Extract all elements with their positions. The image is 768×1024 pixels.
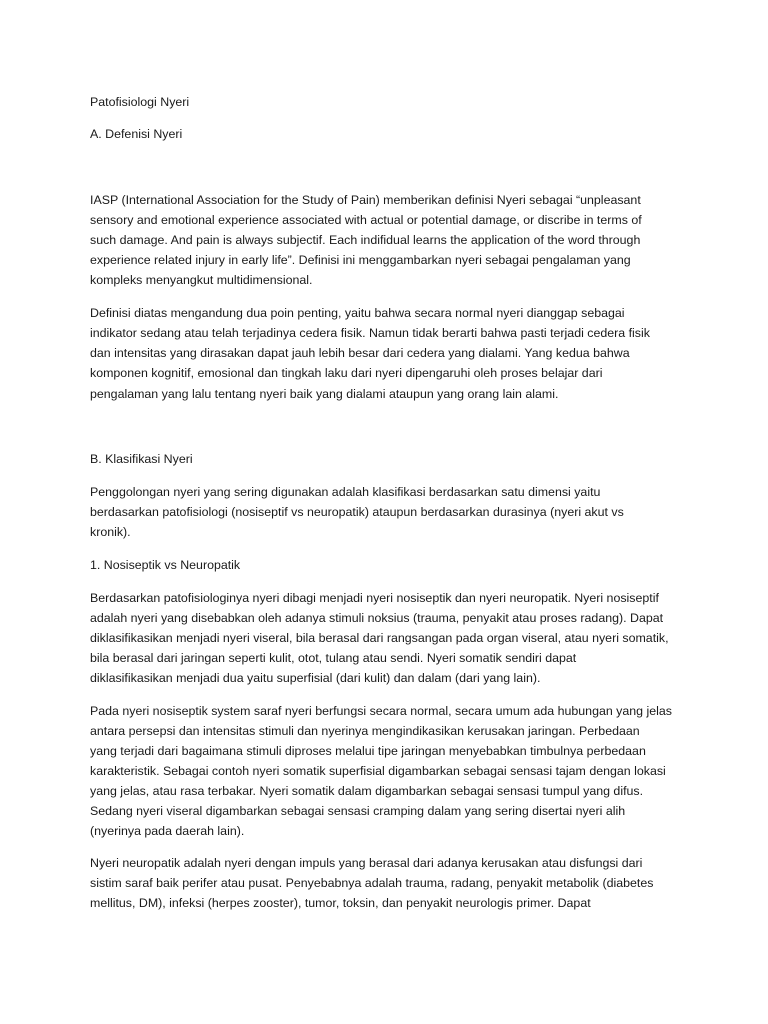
- paragraph-line: pengalaman yang lalu tentang nyeri baik yang dialami ataupun yang orang lain alami.: [90, 387, 559, 401]
- paragraph-line: yang terjadi dari bagaimana stimuli diproses melalui tipe jaringan menyebabkan timbulnya perbedaan: [90, 744, 646, 758]
- paragraph-line: Definisi diatas mengandung dua poin penting, yaitu bahwa secara normal nyeri dianggap sebagai: [90, 306, 625, 320]
- paragraph-line: IASP (International Association for the Study of Pain) memberikan definisi Nyeri sebagai “unpleasant: [90, 193, 641, 207]
- document-title: Patofisiologi Nyeri: [90, 95, 190, 109]
- paragraph-line: sensory and emotional experience associated with actual or potential damage, or discribe in terms of: [90, 213, 642, 227]
- section-heading-classification: B. Klasifikasi Nyeri: [90, 452, 193, 466]
- paragraph-line: diklasifikasikan menjadi nyeri viseral, bila berasal dari rangsangan pada organ viseral, atau nyeri somatik,: [90, 631, 669, 645]
- paragraph-line: Sedang nyeri viseral digambarkan sebagai sensasi cramping dalam yang sering disertai nyeri alih: [90, 804, 626, 818]
- paragraph-line: dan intensitas yang dirasakan dapat jauh lebih besar dari cedera yang dialami. Yang kedua bahwa: [90, 346, 630, 360]
- paragraph-line: Pada nyeri nosiseptik system saraf nyeri berfungsi secara normal, secara umum ada hubungan yang jelas: [90, 704, 672, 718]
- paragraph-line: indikator sedang atau telah terjadinya cedera fisik. Namun tidak berarti bahwa pasti terjadi cedera fisik: [90, 326, 650, 340]
- paragraph-line: Nyeri neuropatik adalah nyeri dengan impuls yang berasal dari adanya kerusakan atau disfungsi dari: [90, 856, 643, 870]
- paragraph-line: yang jelas, atau rasa terbakar. Nyeri somatik dalam digambarkan sebagai sensasi tumpul yang difus.: [90, 784, 644, 798]
- paragraph-line: adalah nyeri yang disebabkan oleh adanya stimuli noksius (trauma, penyakit atau proses radang). Dapat: [90, 611, 664, 625]
- paragraph-line: komponen kognitif, emosional dan tingkah laku dari nyeri dipengaruhi oleh proses belajar dari: [90, 366, 603, 380]
- paragraph-line: berdasarkan patofisiologi (nosiseptif vs neuropatik) ataupun berdasarkan durasinya (nyeri akut vs: [90, 505, 624, 519]
- paragraph-line: antara persepsi dan intensitas stimuli dan nyerinya mengindikasikan kerusakan jaringan. Perbedaan: [90, 724, 640, 738]
- subsection-heading-nociceptive: 1. Nosiseptik vs Neuropatik: [90, 558, 241, 572]
- paragraph-line: kompleks menyangkut multidimensional.: [90, 273, 313, 287]
- paragraph-line: experience related injury in early life”. Definisi ini menggambarkan nyeri sebagai pengalaman yang: [90, 253, 631, 267]
- section-heading-definition: A. Defenisi Nyeri: [90, 127, 183, 141]
- paragraph-line: kronik).: [90, 525, 131, 539]
- paragraph-line: bila berasal dari jaringan seperti kulit, otot, tulang atau sendi. Nyeri somatik sendiri dapat: [90, 651, 577, 665]
- paragraph-line: diklasifikasikan menjadi dua yaitu superfisial (dari kulit) dan dalam (dari yang lain).: [90, 671, 541, 685]
- paragraph-line: mellitus, DM), infeksi (herpes zooster), tumor, toksin, dan penyakit neurologis primer. Dapat: [90, 896, 591, 910]
- paragraph-line: Berdasarkan patofisiologinya nyeri dibagi menjadi nyeri nosiseptik dan nyeri neuropatik. Nyeri nosiseptif: [90, 591, 659, 605]
- paragraph-line: sistim saraf baik perifer atau pusat. Penyebabnya adalah trauma, radang, penyakit metabolik (diabetes: [90, 876, 654, 890]
- paragraph-line: Penggolongan nyeri yang sering digunakan adalah klasifikasi berdasarkan satu dimensi yaitu: [90, 485, 601, 499]
- paragraph-line: (nyerinya pada daerah lain).: [90, 824, 245, 838]
- paragraph-line: karakteristik. Sebagai contoh nyeri somatik superfisial digambarkan sebagai sensasi tajam dengan lokasi: [90, 764, 666, 778]
- paragraph-line: such damage. And pain is always subjectif. Each indifidual learns the application of the word through: [90, 233, 641, 247]
